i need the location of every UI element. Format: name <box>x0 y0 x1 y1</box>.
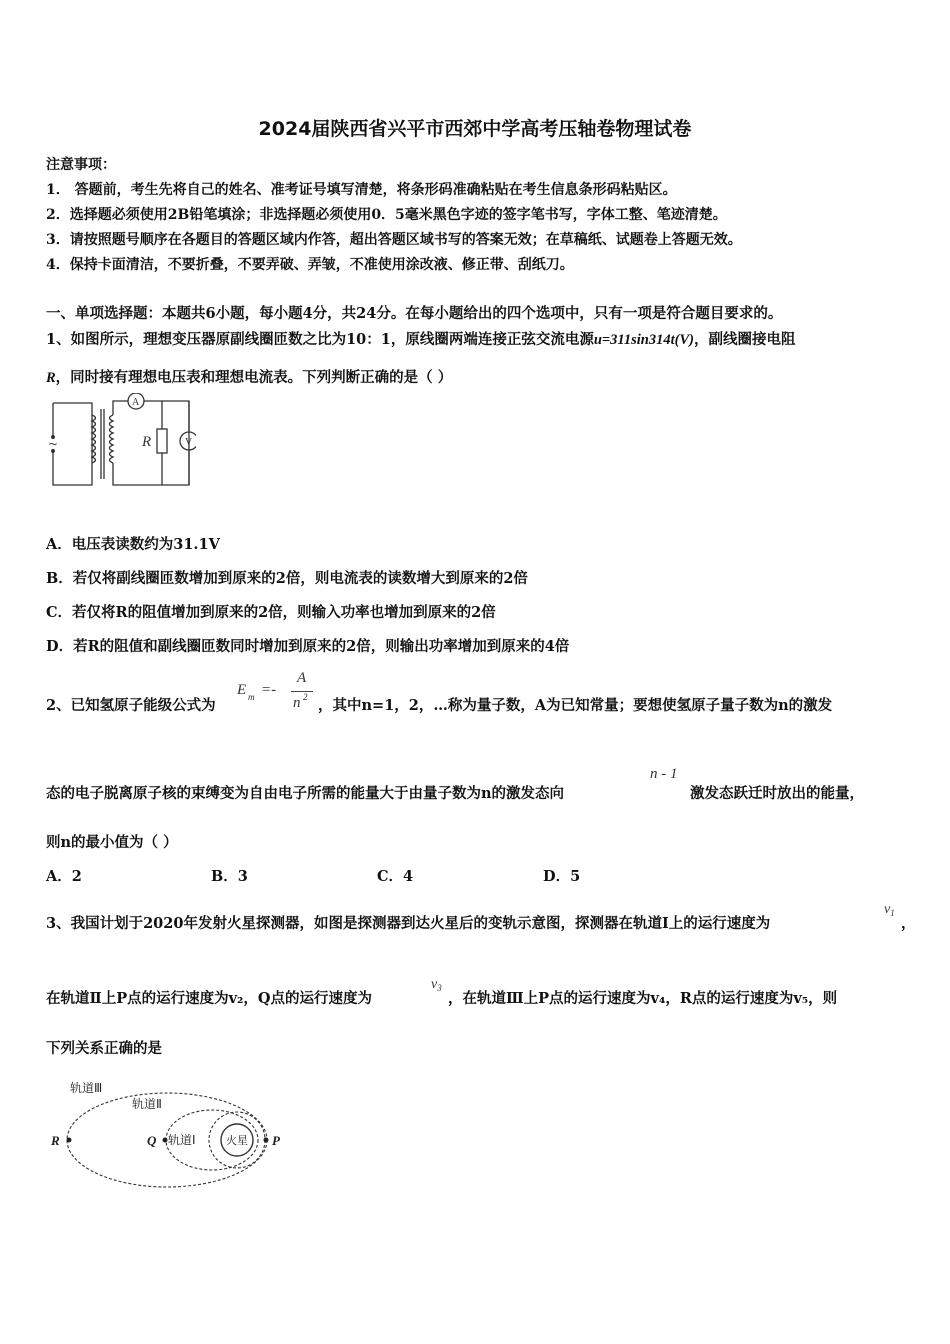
orbit-diagram <box>44 1070 294 1192</box>
point-q-label: Q <box>147 1133 157 1148</box>
question-3-line-2a: 在轨道Ⅱ上P点的运行速度为v₂，Q点的运行速度为 <box>46 990 373 1007</box>
orbit-3-label: 轨道Ⅲ <box>70 1081 103 1095</box>
question-2-line-3: 则n的最小值为（ ） <box>46 834 178 851</box>
notice-item: 4．保持卡面清洁，不要折叠，不要弄破、弄皱，不准使用涂改液、修正带、刮纸刀。 <box>46 257 574 273</box>
question-3-line-3: 下列关系正确的是 <box>46 1040 162 1057</box>
question-2-lead: 2、已知氢原子能级公式为 <box>46 697 216 714</box>
notice-item: 1． 答题前，考生先将自己的姓名、准考证号填写清楚，将条形码准确粘贴在考生信息条形码粘贴区。 <box>46 182 677 198</box>
v3-symbol: $v_3$ <box>431 977 442 993</box>
orbit-1-label: 轨道Ⅰ <box>168 1133 196 1147</box>
ammeter-label: A <box>132 397 140 408</box>
option-d: D．若R的阻值和副线圈匝数同时增加到原来的2倍，则输出功率增加到原来的4倍 <box>46 638 570 655</box>
circuit-diagram <box>44 393 196 493</box>
question-3-line-1: 3、我国计划于2020年发射火星探测器，如图是探测器到达火星后的变轨示意图，探测器在轨道Ⅰ上的运行速度为 <box>46 915 771 932</box>
level-formula: n - 1 <box>650 766 678 782</box>
q1-formula: u=311sin314t(V) <box>593 332 694 348</box>
question-2-line-1: ，其中n=1，2，…称为量子数，A为已知常量；要想使氢原子量子数为n的激发 <box>318 697 833 714</box>
mars-label: 火星 <box>226 1134 248 1147</box>
question-3-line-2b: ，在轨道Ⅲ上P点的运行速度为v₄，R点的运行速度为v₅，则 <box>448 990 838 1007</box>
question-2-line-2a: 态的电子脱离原子核的束缚变为自由电子所需的能量大于由量子数为n的激发态向 <box>46 785 565 802</box>
choice-a: A．2 <box>46 868 82 885</box>
option-b: B．若仅将副线圈匝数增加到原来的2倍，则电流表的读数增大到原来的2倍 <box>46 570 528 587</box>
point-p-label: P <box>272 1133 280 1148</box>
point-r-label: R <box>51 1133 60 1148</box>
question-1-line-1: 1、如图所示，理想变压器原副线圈匝数之比为10：1，原线圈两端连接正弦交流电源u=311sin314t(V)，副线圈接电阻 <box>46 331 796 348</box>
voltmeter-label: V <box>185 437 193 448</box>
orbit-2-label: 轨道Ⅱ <box>132 1097 162 1111</box>
page-title: 2024届陕西省兴平市西郊中学高考压轴卷物理试卷 <box>258 118 692 140</box>
question-3-line-1-tail: ， <box>901 915 916 932</box>
choice-b: B．3 <box>211 868 248 885</box>
notice-item: 2．选择题必须使用2B铅笔填涂；非选择题必须使用0．5毫米黑色字迹的签字笔书写，字体工整、笔迹清楚。 <box>46 207 727 223</box>
notice-heading: 注意事项： <box>46 157 116 173</box>
ac-source-symbol: ~ <box>48 437 59 451</box>
choice-d: D．5 <box>543 868 581 885</box>
question-2-line-2b: 激发态跃迁时放出的能量， <box>690 785 864 802</box>
energy-level-formula: E m =- A n 2 <box>237 670 317 720</box>
choice-c: C．4 <box>377 868 414 885</box>
section-heading: 一、单项选择题：本题共6小题，每小题4分，共24分。在每小题给出的四个选项中，只有一项是符合题目要求的。 <box>46 305 783 322</box>
v1-symbol: $v_1$ <box>884 902 895 918</box>
option-c: C．若仅将R的阻值增加到原来的2倍，则输入功率也增加到原来的2倍 <box>46 604 496 621</box>
question-1-line-2: R，同时接有理想电压表和理想电流表。下列判断正确的是（ ） <box>46 369 453 386</box>
resistor-label: R <box>142 434 152 450</box>
option-a: A．电压表读数约为31.1V <box>46 536 220 553</box>
notice-item: 3．请按照题号顺序在各题目的答题区域内作答，超出答题区域书写的答案无效；在草稿纸、试题卷上答题无效。 <box>46 232 742 248</box>
